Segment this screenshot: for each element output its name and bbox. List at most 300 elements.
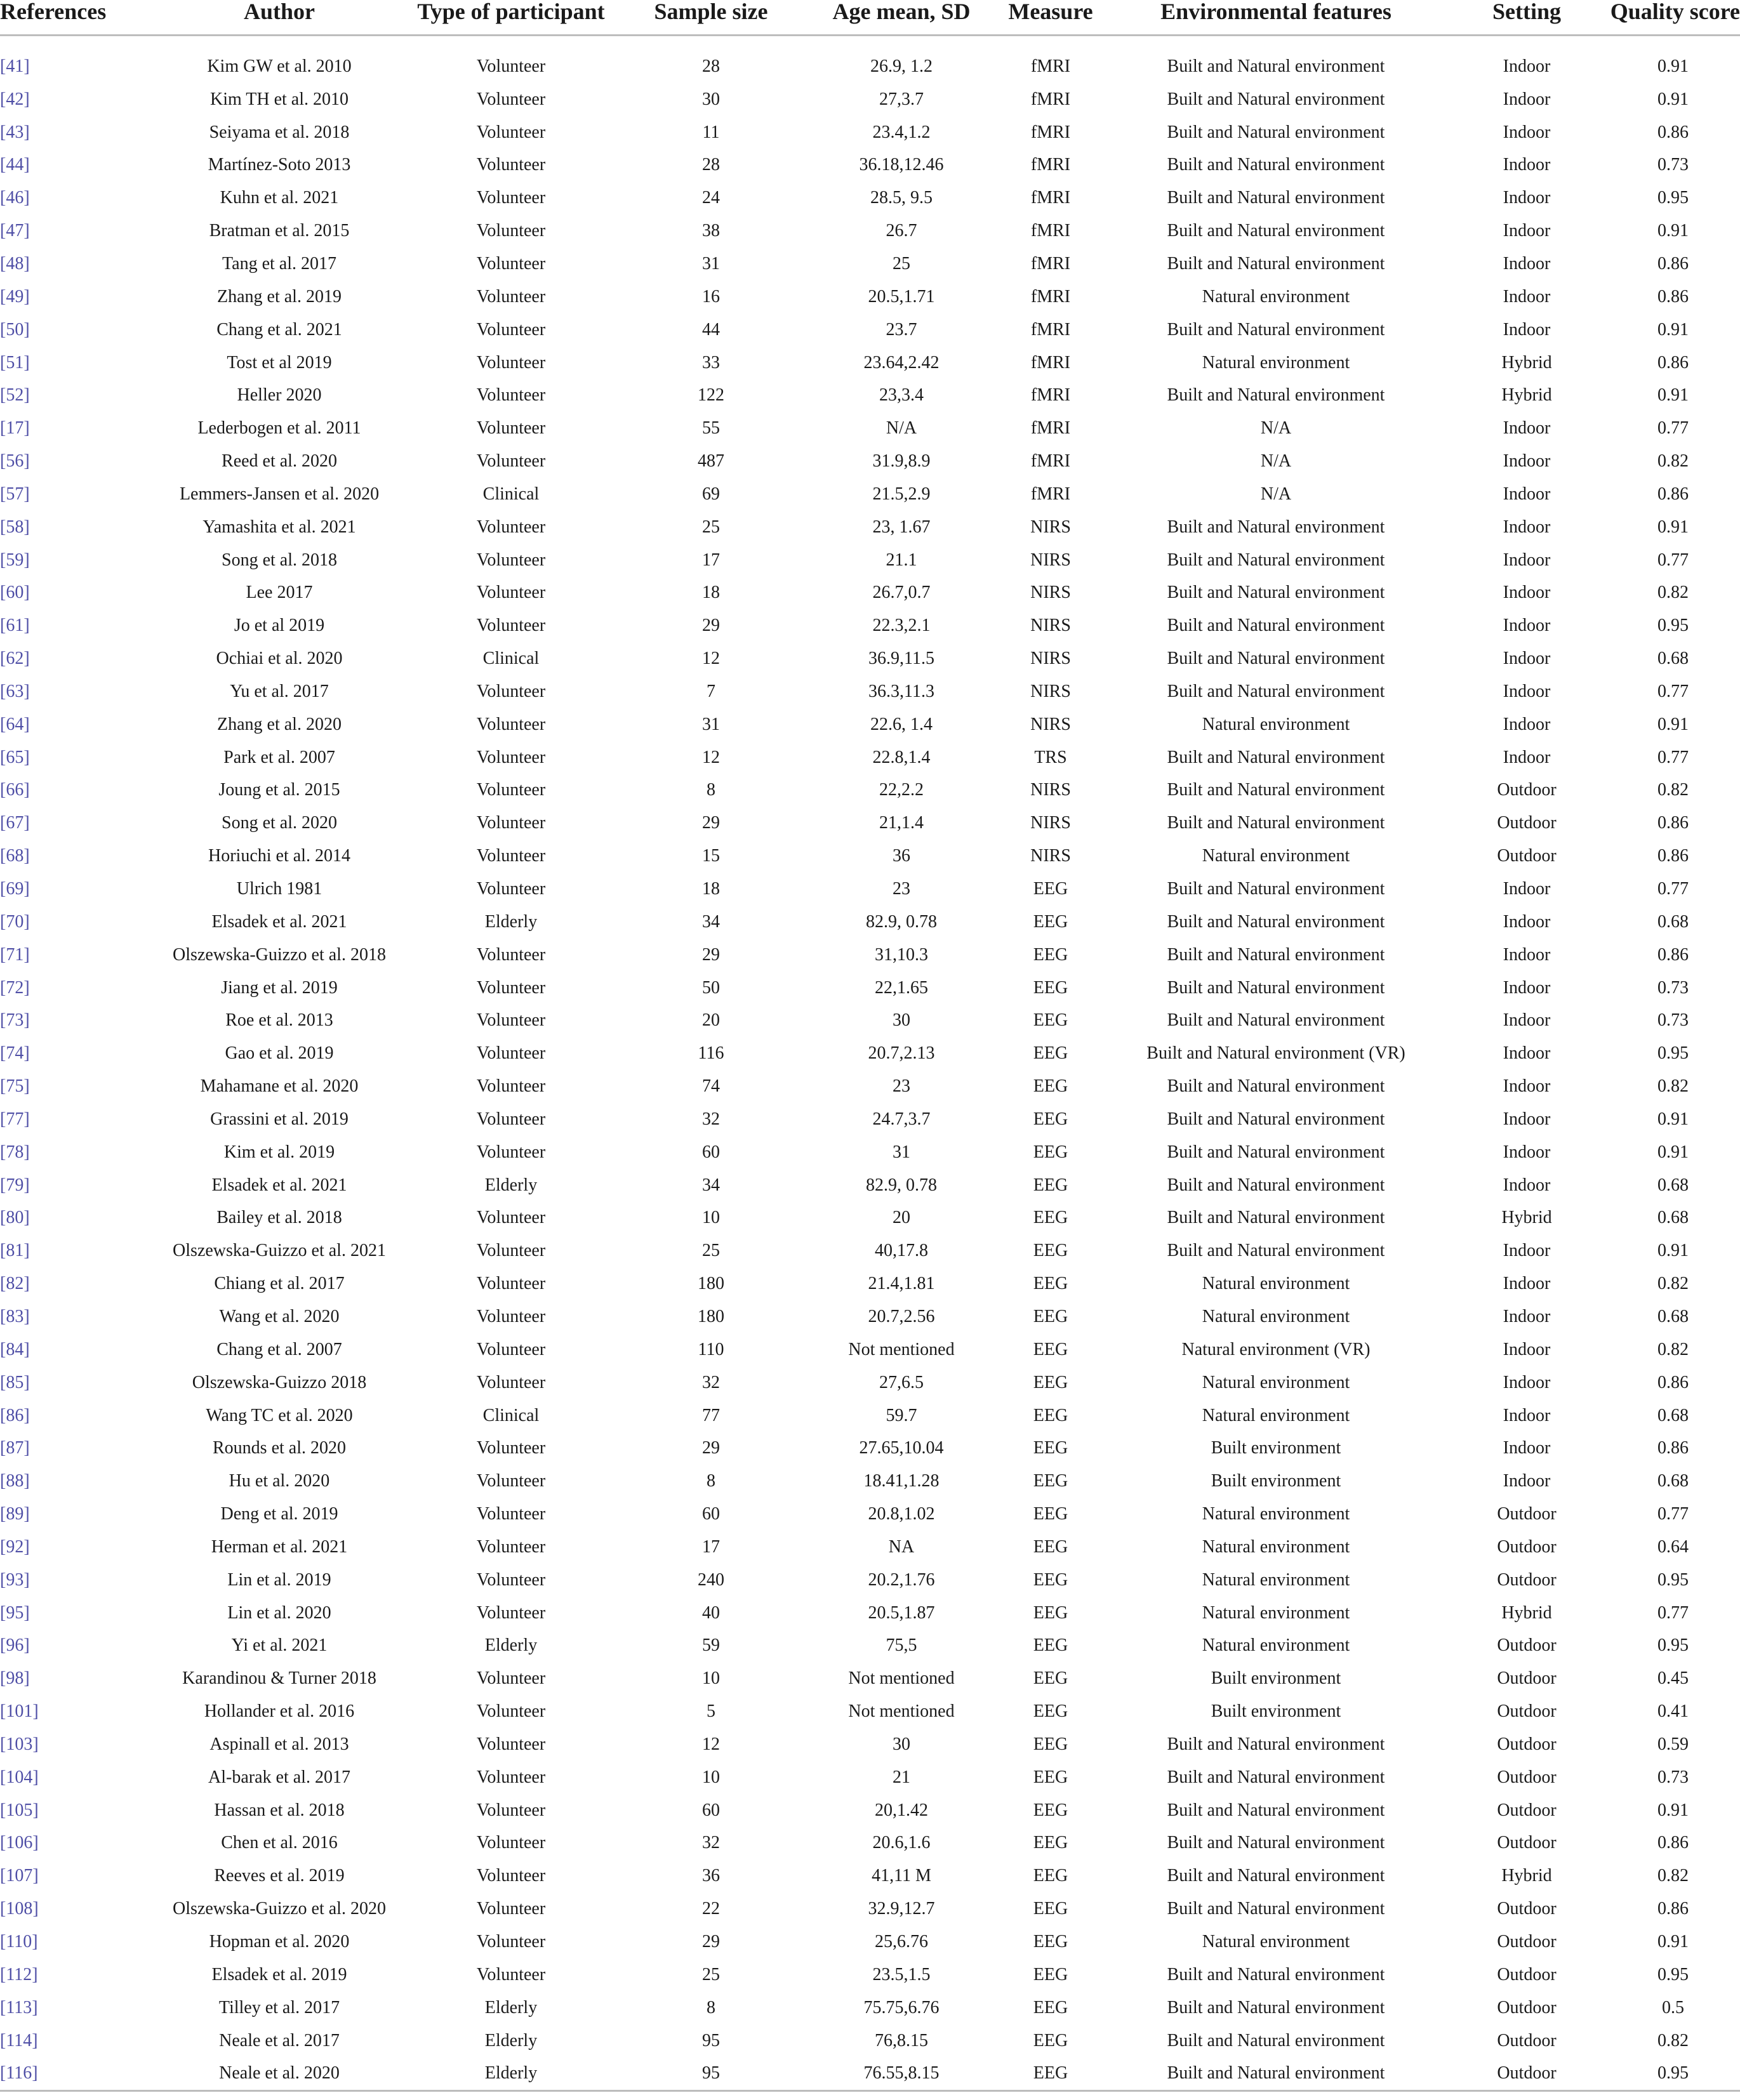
reference-link[interactable]: [85] xyxy=(0,1372,30,1392)
age-cell: 82.9, 0.78 xyxy=(866,1175,937,1195)
reference-link[interactable]: [80] xyxy=(0,1208,30,1228)
environmental-features-cell: Natural environment xyxy=(1202,286,1350,307)
reference-link[interactable]: [56] xyxy=(0,451,30,472)
reference-link[interactable]: [72] xyxy=(0,977,30,998)
reference-link[interactable]: [79] xyxy=(0,1175,30,1195)
reference-link[interactable]: [65] xyxy=(0,747,30,767)
setting-cell: Indoor xyxy=(1503,286,1551,307)
quality-score-cell: 0.68 xyxy=(1657,911,1689,932)
sample-size-cell: 22 xyxy=(702,1899,720,1919)
reference-link[interactable]: [58] xyxy=(0,517,30,537)
table-row xyxy=(0,544,1740,577)
environmental-features-cell: Built and Natural environment (VR) xyxy=(1146,1043,1405,1064)
participant-type-cell: Volunteer xyxy=(476,977,546,998)
author-cell: Jiang et al. 2019 xyxy=(221,977,338,998)
sample-size-cell: 180 xyxy=(698,1306,724,1326)
age-cell: 26.7 xyxy=(886,221,917,241)
measure-cell: EEG xyxy=(1033,1208,1068,1228)
participant-type-cell: Volunteer xyxy=(476,1602,546,1623)
age-cell: 76.55,8.15 xyxy=(806,2057,997,2090)
sample-size-cell: 487 xyxy=(698,451,724,472)
sample-size-cell: 24 xyxy=(702,188,720,208)
reference-link[interactable]: [92] xyxy=(0,1536,30,1557)
table-row xyxy=(0,314,1740,347)
reference-link[interactable]: [67] xyxy=(0,813,30,833)
reference-link[interactable]: [78] xyxy=(0,1142,30,1162)
reference-link[interactable]: [57] xyxy=(0,484,30,504)
age-cell: 24.7,3.7 xyxy=(872,1109,931,1129)
participant-type-cell: Volunteer xyxy=(476,517,546,537)
author-cell: Chiang et al. 2017 xyxy=(214,1274,345,1294)
reference-link[interactable]: [48] xyxy=(0,253,30,274)
age-cell: 28.5, 9.5 xyxy=(870,188,933,208)
age-cell: 22.8,1.4 xyxy=(872,747,931,767)
environmental-features-cell: Natural environment xyxy=(1202,1405,1350,1425)
author-cell: Mahamane et al. 2020 xyxy=(200,1076,359,1097)
sample-size-cell: 8 xyxy=(707,1471,715,1491)
table-row xyxy=(0,478,1740,511)
environmental-features-cell: Built and Natural environment xyxy=(1167,1866,1385,1886)
quality-score-cell: 0.86 xyxy=(1657,1438,1689,1458)
reference-link[interactable]: [106] xyxy=(0,1833,39,1853)
reference-link[interactable]: [68] xyxy=(0,846,30,866)
table-row xyxy=(0,906,1740,939)
author-cell: Yu et al. 2017 xyxy=(230,681,329,701)
participant-type-cell: Volunteer xyxy=(476,1438,546,1458)
sample-size-cell: 17 xyxy=(702,1536,720,1557)
age-cell: 36.3,11.3 xyxy=(868,681,934,701)
participant-type-cell: Elderly xyxy=(484,2030,538,2050)
quality-score-cell: 0.41 xyxy=(1657,1701,1689,1722)
quality-score-cell: 0.68 xyxy=(1657,1471,1689,1491)
measure-cell: EEG xyxy=(1033,1339,1068,1359)
sample-size-cell: 55 xyxy=(702,418,720,439)
environmental-features-cell: Natural environment xyxy=(1202,1372,1350,1392)
sample-size-cell: 25 xyxy=(702,517,720,537)
setting-cell: Hybrid xyxy=(1501,352,1552,373)
environmental-features-cell: Built and Natural environment xyxy=(1167,253,1385,274)
environmental-features-cell: Built and Natural environment xyxy=(1167,583,1385,603)
environmental-features-cell: Natural environment xyxy=(1202,846,1350,866)
reference-link[interactable]: [95] xyxy=(0,1602,30,1623)
sample-size-cell: 32 xyxy=(702,1833,720,1853)
age-cell: 18.41,1.28 xyxy=(863,1471,940,1491)
environmental-features-cell: Built and Natural environment xyxy=(1167,517,1385,537)
table-row xyxy=(0,741,1740,774)
setting-cell: Indoor xyxy=(1503,879,1551,899)
author-cell: Bailey et al. 2018 xyxy=(216,1208,342,1228)
age-cell: Not mentioned xyxy=(848,1701,955,1722)
environmental-features-cell: Built and Natural environment xyxy=(1167,550,1385,570)
reference-link[interactable]: [70] xyxy=(0,911,30,932)
reference-link[interactable]: [107] xyxy=(0,1866,39,1886)
environmental-features-cell: Built and Natural environment xyxy=(1167,944,1385,965)
quality-score-cell: 0.91 xyxy=(1657,1109,1689,1129)
reference-link[interactable]: [51] xyxy=(0,352,30,373)
participant-type-cell: Volunteer xyxy=(476,879,546,899)
quality-score-cell: 0.91 xyxy=(1657,319,1689,340)
author-cell: Song et al. 2018 xyxy=(222,550,337,570)
reference-link[interactable]: [108] xyxy=(0,1899,39,1919)
quality-score-cell: 0.82 xyxy=(1657,2030,1689,2050)
reference-link[interactable]: [113] xyxy=(0,1997,38,2017)
quality-score-cell: 0.82 xyxy=(1657,583,1689,603)
reference-link[interactable]: [87] xyxy=(0,1438,30,1458)
table-row xyxy=(0,116,1740,149)
environmental-features-cell: Built and Natural environment xyxy=(1167,1241,1385,1261)
quality-score-cell: 0.68 xyxy=(1657,649,1689,669)
environmental-features-cell: Built and Natural environment xyxy=(1167,1142,1385,1162)
environmental-features-cell: Built and Natural environment xyxy=(1167,2030,1385,2050)
setting-cell: Outdoor xyxy=(1497,1569,1557,1590)
measure-cell: EEG xyxy=(1033,1833,1068,1853)
reference-link[interactable]: [63] xyxy=(0,681,30,701)
quality-score-cell: 0.59 xyxy=(1657,1734,1689,1754)
reference-link[interactable]: [52] xyxy=(0,385,30,406)
table-row xyxy=(0,1991,1740,2024)
participant-type-cell: Volunteer xyxy=(476,89,546,109)
participant-type-cell: Elderly xyxy=(484,1635,538,1656)
reference-link[interactable]: [69] xyxy=(0,879,30,899)
setting-cell: Hybrid xyxy=(1501,385,1552,406)
reference-link[interactable]: [62] xyxy=(0,649,30,669)
reference-link[interactable]: [105] xyxy=(0,1800,39,1820)
participant-type-cell: Volunteer xyxy=(476,583,546,603)
participant-type-cell: Volunteer xyxy=(476,1964,546,1984)
setting-cell: Indoor xyxy=(1503,1142,1551,1162)
quality-score-cell: 0.77 xyxy=(1657,747,1689,767)
quality-score-cell: 0.68 xyxy=(1657,1405,1689,1425)
header-row xyxy=(0,0,1740,36)
setting-cell: Outdoor xyxy=(1497,1899,1557,1919)
col-header-sample-size: Sample size xyxy=(616,0,806,36)
table-row xyxy=(0,379,1740,412)
age-cell: 21.5,2.9 xyxy=(872,484,931,504)
age-cell: 26.7,0.7 xyxy=(872,583,931,603)
author-cell: Hassan et al. 2018 xyxy=(214,1800,345,1820)
table-row xyxy=(0,281,1740,314)
participant-type-cell: Volunteer xyxy=(476,1274,546,1294)
table-row xyxy=(0,445,1740,478)
table-row xyxy=(0,774,1740,807)
table-row xyxy=(0,511,1740,544)
age-cell: 25 xyxy=(893,253,910,274)
setting-cell: Hybrid xyxy=(1501,1208,1552,1228)
measure-cell: fMRI xyxy=(1030,122,1071,142)
reference-link[interactable]: [47] xyxy=(0,221,30,241)
sample-size-cell: 34 xyxy=(702,911,720,932)
measure-cell: fMRI xyxy=(1030,89,1071,109)
author-cell: Seiyama et al. 2018 xyxy=(209,122,350,142)
reference-link[interactable]: [110] xyxy=(0,1932,38,1952)
reference-link[interactable]: [83] xyxy=(0,1306,30,1326)
participant-type-cell: Volunteer xyxy=(476,1767,546,1787)
author-cell: Roe et al. 2013 xyxy=(225,1010,333,1031)
quality-score-cell: 0.91 xyxy=(1657,56,1689,76)
environmental-features-cell: Built and Natural environment xyxy=(1167,122,1385,142)
participant-type-cell: Volunteer xyxy=(476,813,546,833)
sample-size-cell: 8 xyxy=(707,1997,715,2017)
reference-link[interactable]: [59] xyxy=(0,550,30,570)
environmental-features-cell: Natural environment xyxy=(1202,1602,1350,1623)
reference-link[interactable]: [66] xyxy=(0,780,30,800)
reference-link[interactable]: [81] xyxy=(0,1241,30,1261)
reference-link[interactable]: [96] xyxy=(0,1635,30,1656)
quality-score-cell: 0.86 xyxy=(1657,286,1689,307)
quality-score-cell: 0.86 xyxy=(1657,813,1689,833)
measure-cell: fMRI xyxy=(1030,56,1071,76)
measure-cell: EEG xyxy=(1033,1010,1068,1031)
quality-score-cell: 0.86 xyxy=(1657,944,1689,965)
reference-link[interactable]: [74] xyxy=(0,1043,30,1064)
sample-size-cell: 32 xyxy=(702,1372,720,1392)
setting-cell: Indoor xyxy=(1503,89,1551,109)
participant-type-cell: Volunteer xyxy=(476,1734,546,1754)
table-row xyxy=(0,642,1740,675)
age-cell: 41,11 M xyxy=(872,1866,931,1886)
author-cell: Chang et al. 2007 xyxy=(216,1339,342,1359)
participant-type-cell: Volunteer xyxy=(476,1142,546,1162)
author-cell: Neale et al. 2017 xyxy=(219,2030,340,2050)
reference-link[interactable]: [114] xyxy=(0,2030,38,2050)
participant-type-cell: Volunteer xyxy=(476,846,546,866)
reference-link[interactable]: [112] xyxy=(0,1964,38,1984)
author-cell: Song et al. 2020 xyxy=(222,813,337,833)
measure-cell: EEG xyxy=(1033,977,1068,998)
measure-cell: fMRI xyxy=(1030,221,1071,241)
setting-cell: Indoor xyxy=(1503,122,1551,142)
measure-cell: NIRS xyxy=(1030,517,1071,537)
author-cell: Neale et al. 2020 xyxy=(152,2057,406,2090)
author-cell: Olszewska-Guizzo et al. 2020 xyxy=(173,1899,386,1919)
quality-score-cell: 0.95 xyxy=(1657,1964,1689,1984)
table-row xyxy=(0,577,1740,610)
participant-type-cell: Volunteer xyxy=(476,1504,546,1524)
environmental-features-cell: Natural environment (VR) xyxy=(1181,1339,1371,1359)
table-row xyxy=(0,1333,1740,1366)
reference-link[interactable]: [61] xyxy=(0,616,30,636)
measure-cell: NIRS xyxy=(1030,649,1071,669)
reference-link[interactable]: [88] xyxy=(0,1471,30,1491)
reference-link[interactable]: [43] xyxy=(0,122,30,142)
table-row xyxy=(0,1630,1740,1663)
environmental-features-cell: Built and Natural environment xyxy=(1167,1734,1385,1754)
measure-cell: NIRS xyxy=(1030,780,1071,800)
quality-score-cell: 0.95 xyxy=(1657,1569,1689,1590)
setting-cell: Indoor xyxy=(1503,1438,1551,1458)
reference-link[interactable]: [93] xyxy=(0,1569,30,1590)
author-cell: Tost et al 2019 xyxy=(227,352,332,373)
sample-size-cell: 10 xyxy=(702,1208,720,1228)
reference-link[interactable]: [64] xyxy=(0,714,30,734)
setting-cell: Outdoor xyxy=(1497,1536,1557,1557)
environmental-features-cell: Built environment xyxy=(1211,1471,1341,1491)
participant-type-cell: Volunteer xyxy=(476,1339,546,1359)
participant-type-cell: Volunteer xyxy=(476,1536,546,1557)
sample-size-cell: 44 xyxy=(702,319,720,340)
table-row xyxy=(0,708,1740,741)
setting-cell: Indoor xyxy=(1503,550,1551,570)
environmental-features-cell: Natural environment xyxy=(1202,1306,1350,1326)
quality-score-cell: 0.91 xyxy=(1657,1800,1689,1820)
environmental-features-cell: Built and Natural environment xyxy=(1167,616,1385,636)
reference-link[interactable]: [89] xyxy=(0,1504,30,1524)
sample-size-cell: 28 xyxy=(702,56,720,76)
age-cell: 22,1.65 xyxy=(875,977,928,998)
reference-link[interactable]: [46] xyxy=(0,188,30,208)
participant-type-cell: Clinical xyxy=(482,649,540,669)
author-cell: Bratman et al. 2015 xyxy=(209,221,350,241)
reference-link[interactable]: [75] xyxy=(0,1076,30,1097)
measure-cell: EEG xyxy=(1033,1076,1068,1097)
setting-cell: Hybrid xyxy=(1501,1602,1552,1623)
participant-type-cell: Elderly xyxy=(484,1997,538,2017)
environmental-features-cell: N/A xyxy=(1260,484,1292,504)
environmental-features-cell: Natural environment xyxy=(1202,1569,1350,1590)
participant-type-cell: Volunteer xyxy=(476,122,546,142)
author-cell: Hu et al. 2020 xyxy=(229,1471,330,1491)
table-row xyxy=(0,1859,1740,1892)
reference-link[interactable]: [41] xyxy=(0,56,30,76)
age-cell: 23.5,1.5 xyxy=(872,1964,931,1984)
setting-cell: Indoor xyxy=(1503,56,1551,76)
reference-link[interactable]: [116] xyxy=(0,2057,152,2090)
participant-type-cell: Volunteer xyxy=(476,1569,546,1590)
age-cell: 20.5,1.87 xyxy=(868,1602,935,1623)
reference-link[interactable]: [82] xyxy=(0,1274,30,1294)
sample-size-cell: 69 xyxy=(702,484,720,504)
age-cell: 20,1.42 xyxy=(875,1800,928,1820)
participant-type-cell: Volunteer xyxy=(476,550,546,570)
environmental-features-cell: Natural environment xyxy=(1202,352,1350,373)
quality-score-cell: 0.82 xyxy=(1657,1339,1689,1359)
environmental-features-cell: Built and Natural environment xyxy=(1167,911,1385,932)
author-cell: Kim GW et al. 2010 xyxy=(207,56,352,76)
sample-size-cell: 180 xyxy=(698,1274,724,1294)
table-row xyxy=(0,149,1740,182)
environmental-features-cell: Built environment xyxy=(1211,1438,1341,1458)
participant-type-cell: Volunteer xyxy=(476,155,546,175)
participant-type-cell: Volunteer xyxy=(476,780,546,800)
author-cell: Tang et al. 2017 xyxy=(222,253,336,274)
environmental-features-cell: Built environment xyxy=(1211,1701,1341,1722)
measure-cell: EEG xyxy=(1033,1438,1068,1458)
reference-link[interactable]: [60] xyxy=(0,583,30,603)
setting-cell: Outdoor xyxy=(1497,2030,1557,2050)
reference-link[interactable]: [49] xyxy=(0,286,30,307)
author-cell: Lee 2017 xyxy=(246,583,313,603)
measure-cell: EEG xyxy=(1033,944,1068,965)
quality-score-cell: 0.68 xyxy=(1657,1306,1689,1326)
reference-link[interactable]: [98] xyxy=(0,1668,30,1689)
environmental-features-cell: Built and Natural environment xyxy=(1167,1833,1385,1853)
author-cell: Gao et al. 2019 xyxy=(225,1043,334,1064)
author-cell: Jo et al 2019 xyxy=(234,616,325,636)
sample-size-cell: 25 xyxy=(702,1964,720,1984)
measure-cell: fMRI xyxy=(1030,286,1071,307)
sample-size-cell: 7 xyxy=(707,681,715,701)
table-row xyxy=(0,1761,1740,1794)
reference-link[interactable]: [71] xyxy=(0,944,30,965)
measure-cell: fMRI xyxy=(1030,418,1071,439)
age-cell: 32.9,12.7 xyxy=(868,1899,935,1919)
age-cell: 23.7 xyxy=(886,319,917,340)
participant-type-cell: Volunteer xyxy=(476,418,546,439)
environmental-features-cell: Built and Natural environment xyxy=(1167,780,1385,800)
sample-size-cell: 31 xyxy=(702,253,720,274)
participant-type-cell: Volunteer xyxy=(476,1010,546,1031)
environmental-features-cell: Built and Natural environment xyxy=(1167,155,1385,175)
sample-size-cell: 95 xyxy=(616,2057,806,2090)
reference-link[interactable]: [103] xyxy=(0,1734,39,1754)
participant-type-cell: Volunteer xyxy=(476,1833,546,1853)
table-row xyxy=(0,347,1740,380)
author-cell: Chen et al. 2016 xyxy=(221,1833,338,1853)
setting-cell: Indoor xyxy=(1503,188,1551,208)
sample-size-cell: 95 xyxy=(702,2030,720,2050)
reference-link[interactable]: [50] xyxy=(0,319,30,340)
reference-link[interactable]: [17] xyxy=(0,418,30,439)
age-cell: 36.18,12.46 xyxy=(859,155,944,175)
setting-cell: Outdoor xyxy=(1497,1767,1557,1787)
table-row xyxy=(0,1234,1740,1267)
quality-score-cell: 0.82 xyxy=(1657,1076,1689,1097)
author-cell: Martínez-Soto 2013 xyxy=(208,155,351,175)
reference-link[interactable]: [101] xyxy=(0,1701,39,1722)
setting-cell: Indoor xyxy=(1503,1274,1551,1294)
measure-cell: EEG xyxy=(1033,1142,1068,1162)
sample-size-cell: 122 xyxy=(698,385,724,406)
age-cell: 40,17.8 xyxy=(875,1241,928,1261)
sample-size-cell: 60 xyxy=(702,1504,720,1524)
setting-cell: Indoor xyxy=(1503,1372,1551,1392)
reference-link[interactable]: [86] xyxy=(0,1405,30,1425)
setting-cell: Outdoor xyxy=(1497,1635,1557,1656)
participant-type-cell: Volunteer xyxy=(476,352,546,373)
reference-link[interactable]: [42] xyxy=(0,89,30,109)
quality-score-cell: 0.91 xyxy=(1657,221,1689,241)
environmental-features-cell: Built and Natural environment xyxy=(1167,1109,1385,1129)
participant-type-cell: Volunteer xyxy=(476,944,546,965)
reference-link[interactable]: [77] xyxy=(0,1109,30,1129)
measure-cell: EEG xyxy=(1033,1964,1068,1984)
setting-cell: Outdoor xyxy=(1497,846,1557,866)
reference-link[interactable]: [73] xyxy=(0,1010,30,1031)
quality-score-cell: 0.86 xyxy=(1657,253,1689,274)
author-cell: Hollander et al. 2016 xyxy=(204,1701,355,1722)
sample-size-cell: 29 xyxy=(702,1438,720,1458)
reference-link[interactable]: [84] xyxy=(0,1339,30,1359)
environmental-features-cell: Built and Natural environment xyxy=(1167,1208,1385,1228)
measure-cell: fMRI xyxy=(1030,253,1071,274)
reference-link[interactable]: [44] xyxy=(0,155,30,175)
sample-size-cell: 17 xyxy=(702,550,720,570)
participant-type-cell: Clinical xyxy=(482,484,540,504)
reference-link[interactable]: [104] xyxy=(0,1767,39,1787)
age-cell: 20.6,1.6 xyxy=(872,1833,931,1853)
participant-type-cell: Volunteer xyxy=(476,747,546,767)
age-cell: 75.75,6.76 xyxy=(863,1997,940,2017)
participant-type-cell: Volunteer xyxy=(476,1866,546,1886)
age-cell: 22.6, 1.4 xyxy=(870,714,933,734)
author-cell: Rounds et al. 2020 xyxy=(213,1438,346,1458)
sample-size-cell: 33 xyxy=(702,352,720,373)
setting-cell: Outdoor xyxy=(1497,1668,1557,1689)
environmental-features-cell: Built and Natural environment xyxy=(1167,188,1385,208)
measure-cell: fMRI xyxy=(1030,484,1071,504)
age-cell: 20 xyxy=(893,1208,910,1228)
setting-cell: Indoor xyxy=(1503,977,1551,998)
